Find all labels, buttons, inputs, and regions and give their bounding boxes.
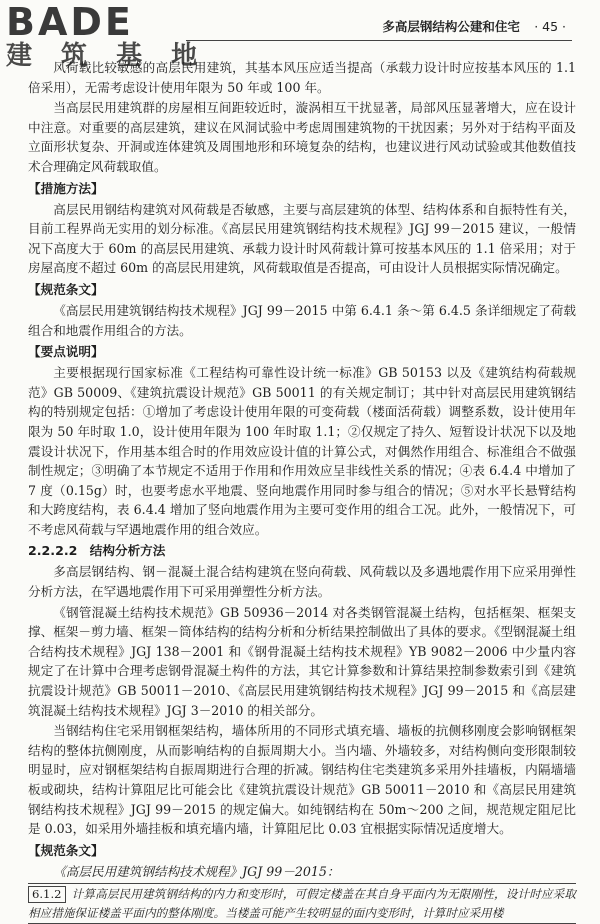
- section-tag-key-points: 【要点说明】: [28, 344, 104, 360]
- logo-chinese-text: 建 筑 基 地: [6, 41, 208, 71]
- paragraph: 当高层民用建筑群的房屋相互间距较近时，漩涡相互干扰显著，局部风压显著增大，应在设计中注意。对重要的高层建筑，建议在风洞试验中考虑周围建筑物的干扰因素；另外对于结构平面及立面形状复杂、开洞或连体建筑及周围地形和环境复杂的结构，也建议进行风动试验或其他数值技术合理确定风荷载取值。: [28, 100, 576, 174]
- code-clause-box: [28, 883, 576, 924]
- paragraph: 风荷载比较敏感的高层民用建筑，其基本风压应适当提高（承载力设计时应按基本风压的 1.1 倍采用），无需考虑设计使用年限为 50 年或 100 年。: [28, 60, 576, 95]
- paragraph: 主要根据现行国家标准《工程结构可靠性设计统一标准》GB 50153 以及《建筑结构荷载规范》GB 50009、《建筑抗震设计规范》GB 50011 的有关规定制订；其中针对高层民用建筑钢结构的特别规定包括：①增加了考虑设计使用年限的可变荷载（楼面活荷载）调整系数，设计使用年限为 50 年时取 1.0，设计使用年限为 100 年时取 1.1；②仅规定了持久、短暂设计状况下以及地震设计状况下，作用基本组合时的作用效应设计值的计算公式，对偶然作用组合、标准组合不做强制性规定；③明确了本节规定不适用于作用和作用效应呈非线性关系的情况；④表 6.4.4 中增加了 7 度（0.15g）时，也要考虑水平地震、竖向地震作用同时参与组合的情况；⑤对水平长悬臂结构和大跨度结构，表 6.4.4 增加了竖向地震作用为主要可变作用的组合工况。此外，一般情况下，可不考虑风荷载与罕遇地震作用的组合效应。: [28, 365, 576, 537]
- clause-number: 6.1.2: [28, 886, 66, 903]
- body-text: [28, 58, 576, 924]
- section-number: 2.2.2.2: [28, 543, 78, 559]
- section-tag-code-clause: 【规范条文】: [28, 281, 104, 297]
- header-rule: [186, 40, 572, 41]
- paragraph: 高层民用钢结构建筑对风荷载是否敏感，主要与高层建筑的体型、结构体系和自振特性有关，目前工程界尚无实用的划分标准。《高层民用建筑钢结构技术规程》JGJ 99－2015 建议，一般情况下高度大于 60m 的高层民用建筑、承载力设计时风荷载计算可按基本风压的 1.1 倍采用；对于房屋高度不超过 60m 的高层民用建筑，风荷载取值是否提高，可由设计人员根据实际情况确定。: [28, 201, 576, 276]
- paragraph: 当钢结构住宅采用钢框架结构，墙体所用的不同形式填充墙、墙板的抗侧移刚度会影响钢框架结构的整体抗侧刚度，从而影响结构的自振周期大小。当内墙、外墙较多，对结构侧向变形限制较明显时，应对钢框架结构自振周期进行合理的折减。钢结构住宅类建筑多采用外挂墙板，内隔墙墙板或砌块，结构计算阻尼比可能会比《建筑抗震设计规范》GB 50011－2010 和《高层民用建筑钢结构技术规程》JGJ 99－2015 的规定偏大。如纯钢结构在 50m～200 之间，规范规定阻尼比是 0.03，如采用外墙挂板和填充墙内墙，计算阻尼比 0.03 宜根据实际情况适度增大。: [28, 723, 576, 837]
- logo-wordmark: BADE: [6, 0, 134, 44]
- clause-text: 计算高层民用建筑钢结构的内力和变形时，可假定楼盖在其自身平面内为无限刚性，设计时应采取相应措施保证楼盖平面内的整体刚度。当楼盖可能产生较明显的面内变形时，计算时应采用楼: [28, 887, 576, 921]
- paragraph: 《高层民用建筑钢结构技术规程》JGJ 99－2015 中第 6.4.1 条～第 6.4.5 条详细规定了荷载组合和地震作用组合的方法。: [28, 302, 576, 338]
- page-number: · 45 ·: [534, 19, 566, 34]
- section-tag-methods: 【措施方法】: [28, 180, 104, 196]
- section-heading: [28, 541, 576, 561]
- running-head-title: 多高层钢结构公建和住宅: [382, 19, 520, 34]
- running-head: [382, 17, 566, 35]
- paragraph: 多高层钢结构、钢－混凝土混合结构建筑在竖向荷载、风荷载以及多遇地震作用下应采用弹性分析方法，在罕遇地震作用下可采用弹塑性分析方法。: [28, 564, 576, 600]
- paragraph: 《钢管混凝土结构技术规范》GB 50936－2014 对各类钢管混凝土结构，包括框架、框架支撑、框架－剪力墙、框架－筒体结构的结构分析和分析结果控制做出了具体的要求。《型钢混凝土组合结构技术规程》JGJ 138－2001 和《钢骨混凝土结构技术规程》YB 9082－2006 中少量内容规定了在计算中合理考虑钢骨混凝土构件的方法，其它计算参数和计算结果控制参数索引到《建筑抗震设计规范》GB 50011－2010、《高层民用建筑钢结构技术规程》JGJ 99－2015 和《高层建筑混凝土结构技术规程》JGJ 3－2010 的相关部分。: [28, 604, 576, 718]
- section-tag-code-clause: 【规范条文】: [28, 842, 104, 858]
- paragraph: 《高层民用建筑钢结构技术规程》JGJ 99－2015：: [53, 863, 340, 879]
- section-title: 结构分析方法: [89, 543, 166, 559]
- page-header: [0, 0, 600, 71]
